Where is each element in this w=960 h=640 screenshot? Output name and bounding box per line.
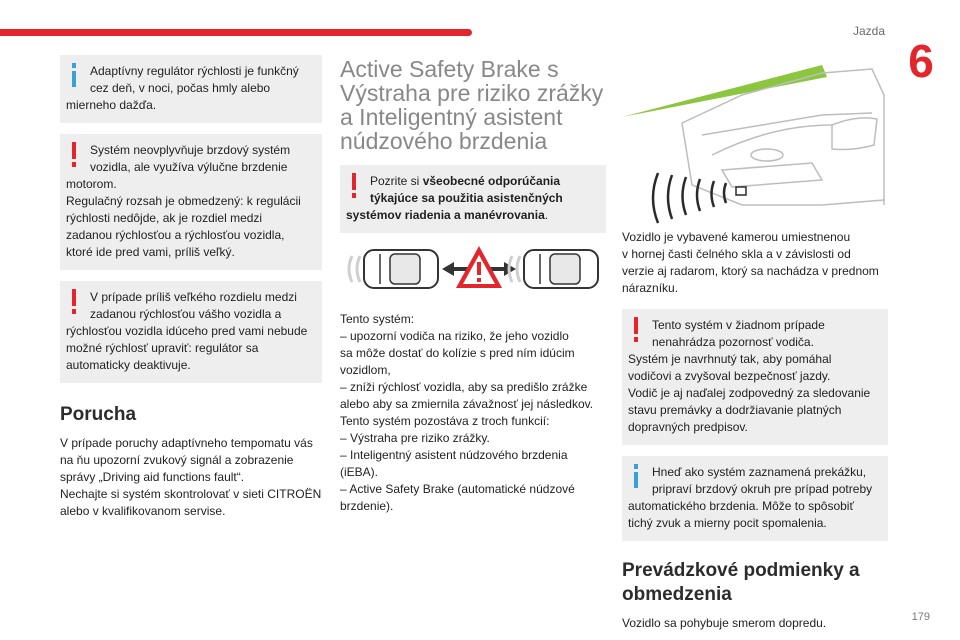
page-title: Active Safety Brake s Výstraha pre riziko zrážky a Inteligentný asistent núdzového brzdenia (340, 56, 604, 154)
section-name: Jazda (852, 24, 885, 38)
front-car-icon (524, 250, 598, 288)
column-middle (340, 55, 606, 515)
info-icon (66, 63, 88, 89)
column-left (60, 55, 322, 520)
section-heading: Porucha (60, 404, 137, 425)
note-line: zadanou rýchlosťou a rýchlosťou vozidla, (66, 228, 285, 242)
warning-note: Pozrite si všeobecné odporúčania týkajúce sa použitia asistenčných systémov riadenia a manévrovania. (340, 165, 606, 233)
camera-beam-icon (622, 65, 827, 117)
note-line: Adaptívny regulátor rýchlosti je funkčný (90, 64, 299, 78)
warning-note: Tento systém v žiadnom prípade nenahrádza pozornosť vodiča. Systém je navrhnutý tak, aby pomáhal vodičovi a zvyšoval bezpečnosť jazdy. Vodič je aj naďalej zodpovedný za sledovanie stavu premávky a dodržiavanie platných dopravných predpisov. (622, 309, 888, 445)
warning-icon (628, 317, 650, 343)
header-accent-bar (0, 29, 472, 36)
rear-car-icon (364, 250, 438, 288)
paragraph: Vozidlo sa pohybuje smerom dopredu. (622, 616, 827, 630)
note-line: motorom. (66, 177, 117, 191)
note-line: možné rýchlosť upraviť: regulátor sa (66, 341, 259, 355)
note-line: V prípade príliš veľkého rozdielu medzi (90, 290, 297, 304)
radar-waves-icon (653, 173, 726, 223)
note-line: rýchlosťou vozidla idúceho pred vami nebude (66, 324, 308, 338)
page-number: 179 (911, 611, 930, 623)
warning-note (60, 134, 322, 270)
note-line: Systém neovplyvňuje brzdový systém (90, 143, 291, 157)
warning-icon (346, 173, 368, 199)
note-line: Regulačný rozsah je obmedzený: k regulácii (66, 194, 301, 208)
info-note: Hneď ako systém zaznamená prekážku, pripraví brzdový okruh pre prípad potreby automatického brzdenia. Môže to spôsobiť tichý zvuk a mierny pocit spomalenia. (622, 456, 888, 541)
paragraph: Vozidlo je vybavené kamerou umiestnenou v hornej časti čelného skla a v závislosti od verzie aj radarom, ktorý sa nachádza v prednom nárazníku. (622, 230, 879, 295)
chapter-number: 6 (908, 35, 934, 87)
vehicle-front-diagram (622, 55, 888, 225)
paragraph: Tento systém: – upozorní vodiča na riziko, že jeho vozidlo sa môže dostať do kolízie s pred ním idúcim vozidlom, – zníži rýchlosť vozidla, aby sa predišlo zrážke alebo aby sa zmiernila závažnosť jej následkov. Tento systém pozostáva z troch funkcií: – Výstraha pre riziko zrážky. – Inteligentný asistent núdzového brzdenia (iEBA). – Active Safety Brake (automatické núdzové brzdenie). (340, 312, 594, 513)
collision-warning-illustration (340, 244, 606, 299)
column-right (622, 55, 888, 632)
note-line: zadanou rýchlosťou vášho vozidla a (90, 307, 282, 321)
note-line: automaticky deaktivuje. (66, 358, 191, 372)
info-note (60, 55, 322, 123)
collision-diagram (340, 244, 606, 294)
vehicle-sensor-illustration (622, 55, 888, 225)
warning-note (60, 281, 322, 383)
note-line: rýchlosti nedôjde, ak je rozdiel medzi (66, 211, 263, 225)
radar-sensor-icon (736, 187, 746, 195)
note-line: cez deň, v noci, počas hmly alebo (90, 81, 271, 95)
note-line: ktoré ide pred vami, príliš veľký. (66, 245, 235, 259)
section-heading: Prevádzkové podmienky a obmedzenia (622, 560, 860, 605)
paragraph: V prípade poruchy adaptívneho tempomatu vás na ňu upozorní zvukový signál a zobrazenie správy „Driving aid functions fault“. Nechajte si systém skontrolovať v sieti CITROËN alebo v kvalifikovanom servise. (60, 436, 322, 518)
note-line: mierneho dažďa. (66, 98, 157, 112)
warning-icon (66, 289, 88, 315)
note-line: vozidla, ale využíva výlučne brzdenie (90, 160, 288, 174)
info-icon (628, 464, 650, 490)
warning-icon (66, 142, 88, 168)
